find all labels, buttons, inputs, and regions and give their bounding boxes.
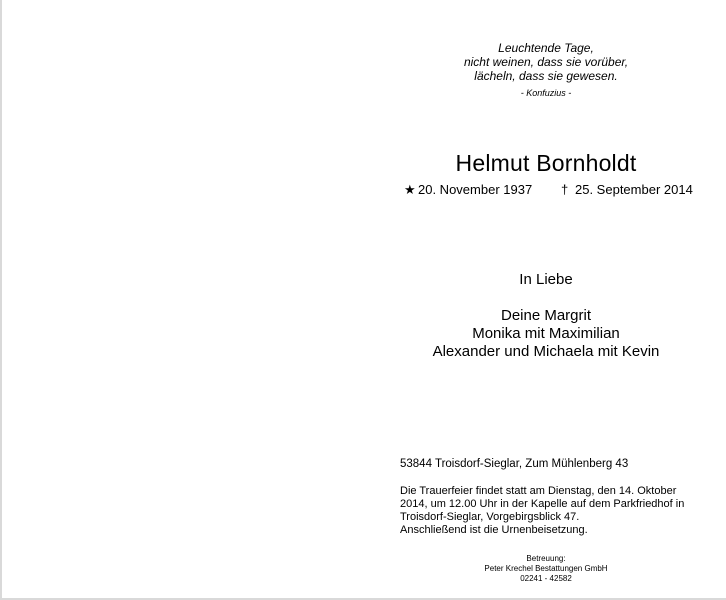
quote-line: Leuchtende Tage, xyxy=(498,41,594,55)
page-edge-left xyxy=(0,0,2,600)
cross-icon: † xyxy=(561,182,569,197)
undertaker-label: Betreuung: xyxy=(526,554,566,563)
deceased-name: Helmut Bornholdt xyxy=(455,150,637,176)
spacer xyxy=(400,289,692,307)
mourner-name: Alexander und Michaela mit Kevin xyxy=(432,343,660,360)
mourners xyxy=(400,271,692,361)
service-line: Troisdorf-Sieglar, Vorgebirgsblick 47. xyxy=(400,511,580,523)
mourners-intro: In Liebe xyxy=(519,271,573,288)
birth-date-group xyxy=(404,182,532,198)
death-date: 25. September 2014 xyxy=(575,182,693,197)
service-notice xyxy=(400,485,700,537)
service-line: 2014, um 12.00 Uhr in der Kapelle auf dem Parkfriedhof in xyxy=(400,498,685,510)
star-icon: ★ xyxy=(404,182,416,197)
mourner-name: Deine Margrit xyxy=(500,307,592,324)
mourner-name: Monika mit Maximilian xyxy=(472,325,620,342)
mourning-address: 53844 Troisdorf-Sieglar, Zum Mühlenberg 43 xyxy=(400,458,629,470)
service-line: Anschließend ist die Urnenbeisetzung. xyxy=(400,524,588,536)
birth-date: 20. November 1937 xyxy=(418,182,533,197)
service-line: Die Trauerfeier findet statt am Dienstag, den 14. Oktober xyxy=(400,485,677,497)
undertaker-company: Peter Krechel Bestattungen GmbH xyxy=(484,564,608,573)
undertaker xyxy=(445,554,647,584)
quote-author: - Konfuzius - xyxy=(520,88,572,98)
death-date-group xyxy=(561,182,693,197)
quote xyxy=(420,41,672,83)
quote-line: nicht weinen, dass sie vorüber, xyxy=(463,55,629,69)
undertaker-phone: 02241 - 42582 xyxy=(520,574,572,583)
quote-line: lächeln, dass sie gewesen. xyxy=(474,69,618,83)
